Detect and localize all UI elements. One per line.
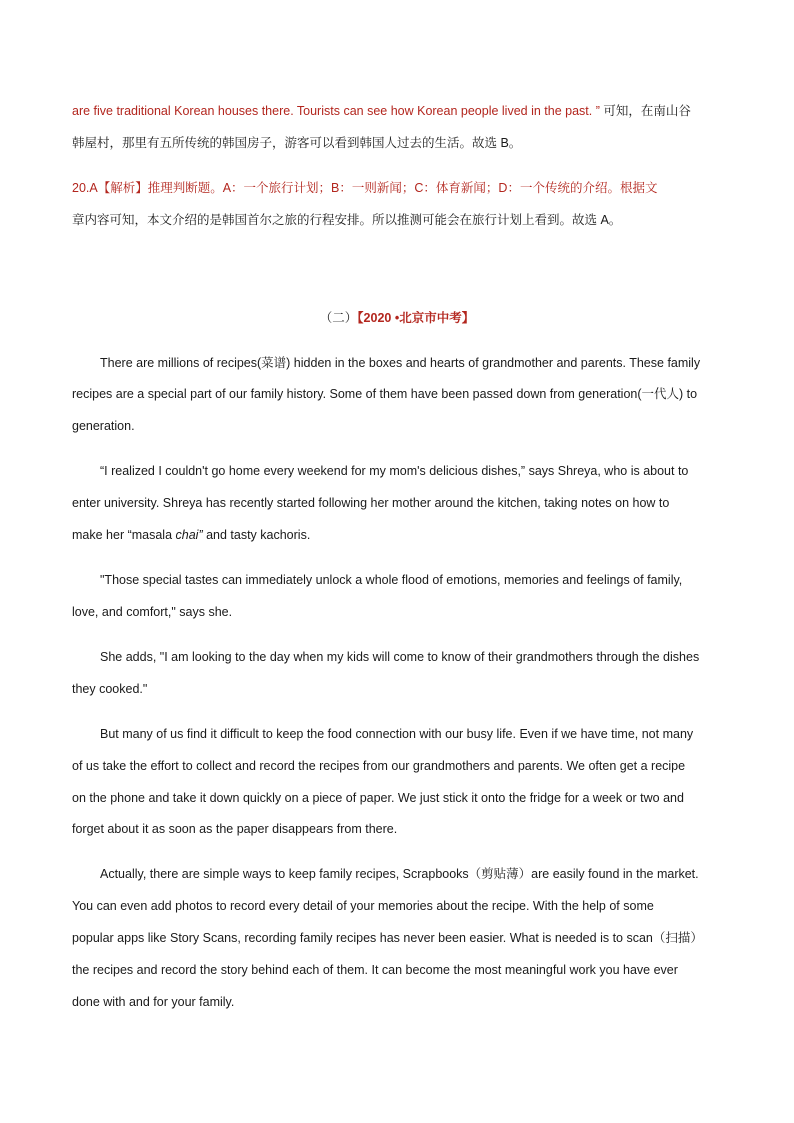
- passage-p2-line-3: [72, 527, 732, 543]
- passage-p4-line-1: She adds, "I am looking to the day when my kids will come to know of their grandmothers through the dishes: [100, 650, 700, 664]
- passage-p5-line-2: of us take the effort to collect and record the recipes from our grandmothers and parents. We often get a recipe: [72, 759, 686, 773]
- passage-p2-line-3-italic: chai”: [175, 528, 203, 542]
- passage-p6-line-1: Actually, there are simple ways to keep family recipes, Scrapbooks（剪贴薄）are easily found in the market.: [100, 867, 699, 881]
- answer-q19-line-1: [72, 103, 732, 119]
- answer-q20-line-2: 章内容可知，本文介绍的是韩国首尔之旅的行程安排。所以推测可能会在旅行计划上看到。故选 A。: [72, 213, 622, 227]
- passage-p3-line-2: love, and comfort," says she.: [72, 605, 233, 619]
- passage-p5-line-3: on the phone and take it down quickly on a piece of paper. We just stick it onto the fridge for a week or two and: [72, 791, 684, 805]
- answer-q19-chinese-lead: 可知，在南山谷: [599, 104, 691, 118]
- passage-p6-line-5: done with and for your family.: [72, 995, 235, 1009]
- passage-p1-line-3: generation.: [72, 419, 135, 433]
- passage-p1-line-1: There are millions of recipes(菜谱) hidden in the boxes and hearts of grandmother and parents. These family: [100, 356, 701, 370]
- passage-p4-line-2: they cooked.": [72, 682, 148, 696]
- section-number: （二）: [319, 311, 358, 325]
- passage-p6-line-4: the recipes and record the story behind each of them. It can become the most meaningful work you have ever: [72, 963, 678, 977]
- answer-q19-line-2: 韩屋村，那里有五所传统的韩国房子，游客可以看到韩国人过去的生活。故选 B。: [72, 136, 522, 150]
- passage-p5-line-1: But many of us find it difficult to keep the food connection with our busy life. Even if we have time, not many: [100, 727, 694, 741]
- answer-q19-english-quote: are five traditional Korean houses there. Tourists can see how Korean people lived in the past. ”: [72, 104, 600, 118]
- passage-p6-line-3: popular apps like Story Scans, recording family recipes has never been easier. What is needed is to scan（扫描）: [72, 931, 703, 945]
- passage-p2-line-2: enter university. Shreya has recently started following her mother around the kitchen, taking notes on how to: [72, 496, 670, 510]
- passage-p2-line-3-c: and tasty kachoris.: [202, 528, 311, 542]
- passage-p1-line-2: recipes are a special part of our family history. Some of them have been passed down from generation(一代人) to: [72, 387, 698, 401]
- passage-p6-line-2: You can even add photos to record every detail of your memories about the recipe. With the help of some: [72, 899, 654, 913]
- passage-p2-line-1: “I realized I couldn't go home every weekend for my mom's delicious dishes,” says Shreya, who is about to: [100, 464, 689, 478]
- passage-p3-line-1: "Those special tastes can immediately unlock a whole flood of emotions, memories and feelings of family,: [100, 573, 683, 587]
- passage-p2-line-3-a: make her “masala: [72, 528, 176, 542]
- section-heading: [0, 310, 794, 326]
- section-source: 【2020 •北京市中考】: [357, 311, 475, 325]
- answer-q20-line-1: 20.A【解析】推理判断题。A：一个旅行计划；B：一则新闻；C：体育新闻；D：一个传统的介绍。根据文: [72, 181, 658, 195]
- passage-p5-line-4: forget about it as soon as the paper disappears from there.: [72, 822, 398, 836]
